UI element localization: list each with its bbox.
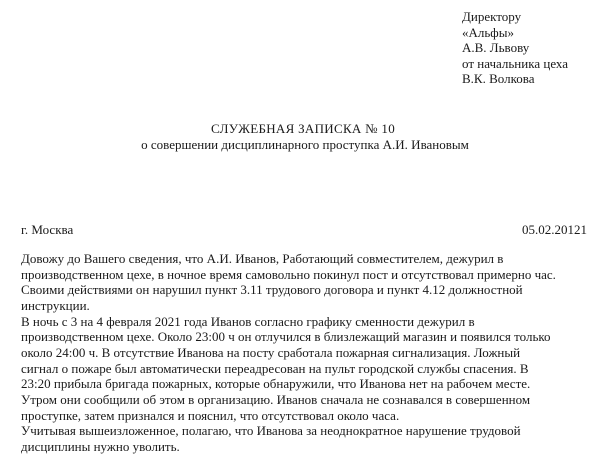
document-title: СЛУЖЕБНАЯ ЗАПИСКА № 10 [210,121,396,136]
document-subtitle: о совершении дисциплинарного проступка А.И. Ивановым [141,137,469,152]
body-line: проступке, затем признался и пояснил, что отсутствовал около часа. [21,407,400,423]
body-line: инструкции. [21,297,90,313]
body-line: сигнал о пожаре был автоматически переадресован на пульт городской службы спасения. В [21,360,529,376]
document-heading [0,121,600,153]
date-label: 05.02.20121 [522,222,587,237]
body-line: Учитывая вышеизложенное, полагаю, что Иванова за неоднократное нарушение трудовой [21,423,521,439]
place-label: г. Москва [21,222,74,237]
body-line: дисциплины нужно уволить. [21,438,180,454]
body-line: 23:20 прибыла бригада пожарных, которые обнаружили, что Иванова нет на рабочем месте. [21,376,531,392]
addressee-line: В.К. Волкова [462,71,535,86]
addressee-line: Директору [462,9,522,24]
body-line: Довожу до Вашего сведения, что А.И. Иванов, Работающий совместителем, дежурил в [21,251,504,266]
addressee-line: А.В. Львову [462,40,530,55]
addressee-line: «Альфы» [462,24,514,40]
body-line: В ночь с 3 на 4 февраля 2021 года Иванов согласно графику сменности дежурил в [21,313,475,329]
body-line: производственном цехе, в ночное время самовольно покинул пост и отсутствовал примерно час. [21,266,556,282]
body-line: Своими действиями он нарушил пункт 3.11 трудового договора и пункт 4.12 должностной [21,282,523,298]
memo-body [21,251,581,455]
addressee-line: от начальника цеха [462,55,569,71]
addressee-block [462,9,568,87]
body-line: Утром они сообщили об этом в организацию. Иванов сначала не сознавался в совершенном [21,391,531,407]
body-line: производственном цехе. Около 23:00 ч он отлучился в близлежащий магазин и появился только [21,329,551,345]
body-line: около 24:00 ч. В отсутствие Иванова на посту сработала пожарная сигнализация. Ложный [21,344,521,360]
